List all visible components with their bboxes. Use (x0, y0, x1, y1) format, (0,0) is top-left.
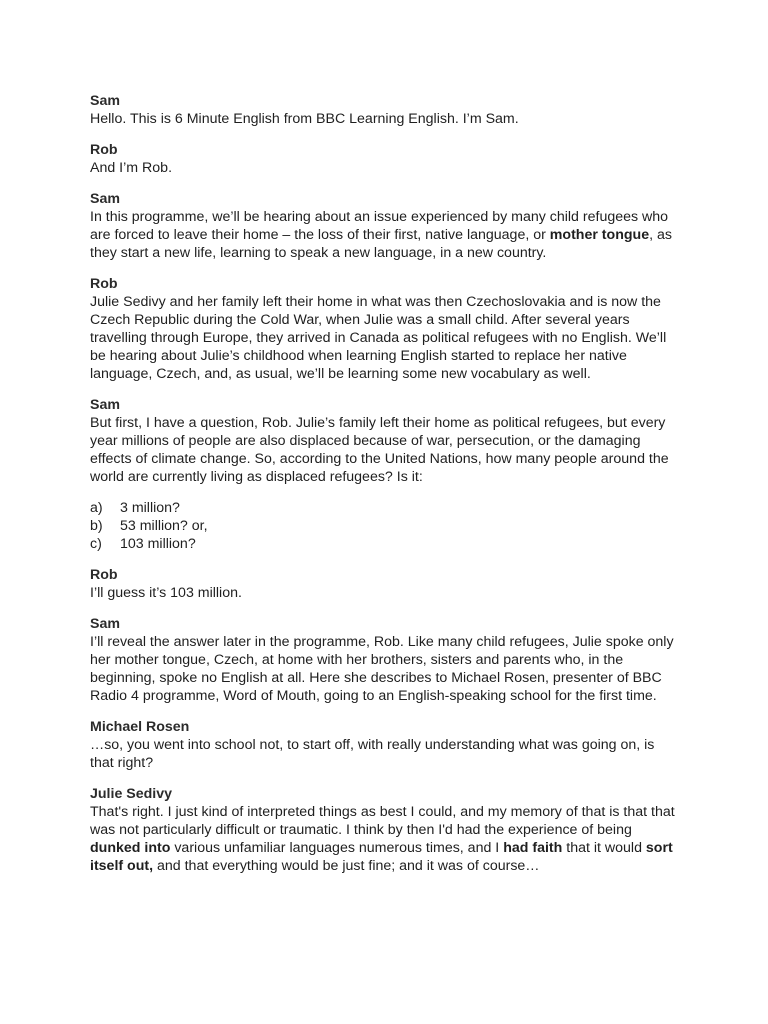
speech-segment: that it would (562, 840, 646, 856)
speech-segment: I’ll reveal the answer later in the programme, Rob. Like many child refugees, Julie spoke only her mother tongue, Czech, at home with her brothers, sisters and parents who, in the beginning, spoke no English at all. Here she describes to Michael Rosen, presenter of BBC Radio 4 programme, Word of Mouth, going to an English-speaking school for the first time. (90, 634, 674, 704)
option-text: 103 million? (120, 536, 196, 552)
speech-text (90, 159, 680, 177)
option-letter: a) (90, 500, 103, 516)
option-letter: b) (90, 518, 103, 534)
transcript-page (90, 92, 680, 888)
speech-segment: Hello. This is 6 Minute English from BBC Learning English. I’m Sam. (90, 111, 519, 127)
quiz-option (90, 499, 680, 517)
transcript-turn (90, 275, 680, 383)
speech-segment: Julie Sedivy and her family left their home in what was then Czechoslovakia and is now the Czech Republic during the Cold War, when Julie was a small child. After several years travelling through Europe, they arrived in Canada as political refugees with no English. We’ll be hearing about Julie’s childhood when learning English started to replace her native language, Czech, and, as usual, we’ll be learning some new vocabulary as well. (90, 294, 667, 382)
speaker-name: Julie Sedivy (90, 786, 173, 802)
vocabulary-term: had faith (503, 840, 563, 856)
speech-segment: …so, you went into school not, to start off, with really understanding what was going on, is that right? (90, 737, 655, 771)
speech-text (90, 110, 680, 128)
speaker-name: Sam (90, 397, 120, 413)
transcript-turn (90, 566, 680, 602)
option-letter: c) (90, 536, 102, 552)
quiz-option (90, 535, 680, 553)
transcript-turn (90, 718, 680, 772)
option-text: 53 million? or, (120, 518, 208, 534)
transcript-turn (90, 92, 680, 128)
speaker-name: Sam (90, 93, 120, 109)
transcript-turn (90, 615, 680, 705)
speech-segment: and that everything would be just fine; and it was of course… (153, 858, 540, 874)
speaker-name: Sam (90, 616, 120, 632)
transcript-turn (90, 190, 680, 262)
speech-text (90, 803, 680, 875)
speaker-name: Rob (90, 142, 118, 158)
speech-segment: But first, I have a question, Rob. Julie’s family left their home as political refugees, but every year millions of people are also displaced because of war, persecution, or the damaging effects of climate change. So, according to the United Nations, how many people around the world are currently living as displaced refugees? Is it: (90, 415, 669, 485)
transcript-turn (90, 785, 680, 875)
speaker-name: Rob (90, 276, 118, 292)
vocabulary-term: dunked into (90, 840, 171, 856)
speaker-name: Sam (90, 191, 120, 207)
speech-text (90, 208, 680, 262)
speech-text (90, 633, 680, 705)
speech-text (90, 736, 680, 772)
speech-segment: various unfamiliar languages numerous times, and I (170, 840, 504, 856)
speech-segment: In this programme, we’ll be hearing about an issue experienced by many child refugees who are forced to leave their home – the loss of their first, native language, or (90, 209, 669, 243)
transcript-turn (90, 396, 680, 486)
quiz-options (90, 499, 680, 553)
speech-text (90, 414, 680, 486)
speech-segment: That's right. I just kind of interpreted things as best I could, and my memory of that is that that was not particularly difficult or traumatic. I think by then I'd had the experience of being (90, 804, 675, 838)
vocabulary-term: mother tongue (549, 227, 650, 243)
speaker-name: Rob (90, 567, 118, 583)
transcript-turn (90, 141, 680, 177)
speech-segment: I’ll guess it’s 103 million. (90, 585, 242, 601)
option-text: 3 million? (120, 500, 180, 516)
vocabulary-term: sort itself out, (90, 840, 673, 874)
speech-segment: And I’m Rob. (90, 160, 173, 176)
speech-text (90, 584, 680, 602)
speech-segment: , as they start a new life, learning to speak a new language, in a new country. (90, 227, 672, 261)
speech-text (90, 293, 680, 383)
speaker-name: Michael Rosen (90, 719, 190, 735)
quiz-option (90, 517, 680, 535)
